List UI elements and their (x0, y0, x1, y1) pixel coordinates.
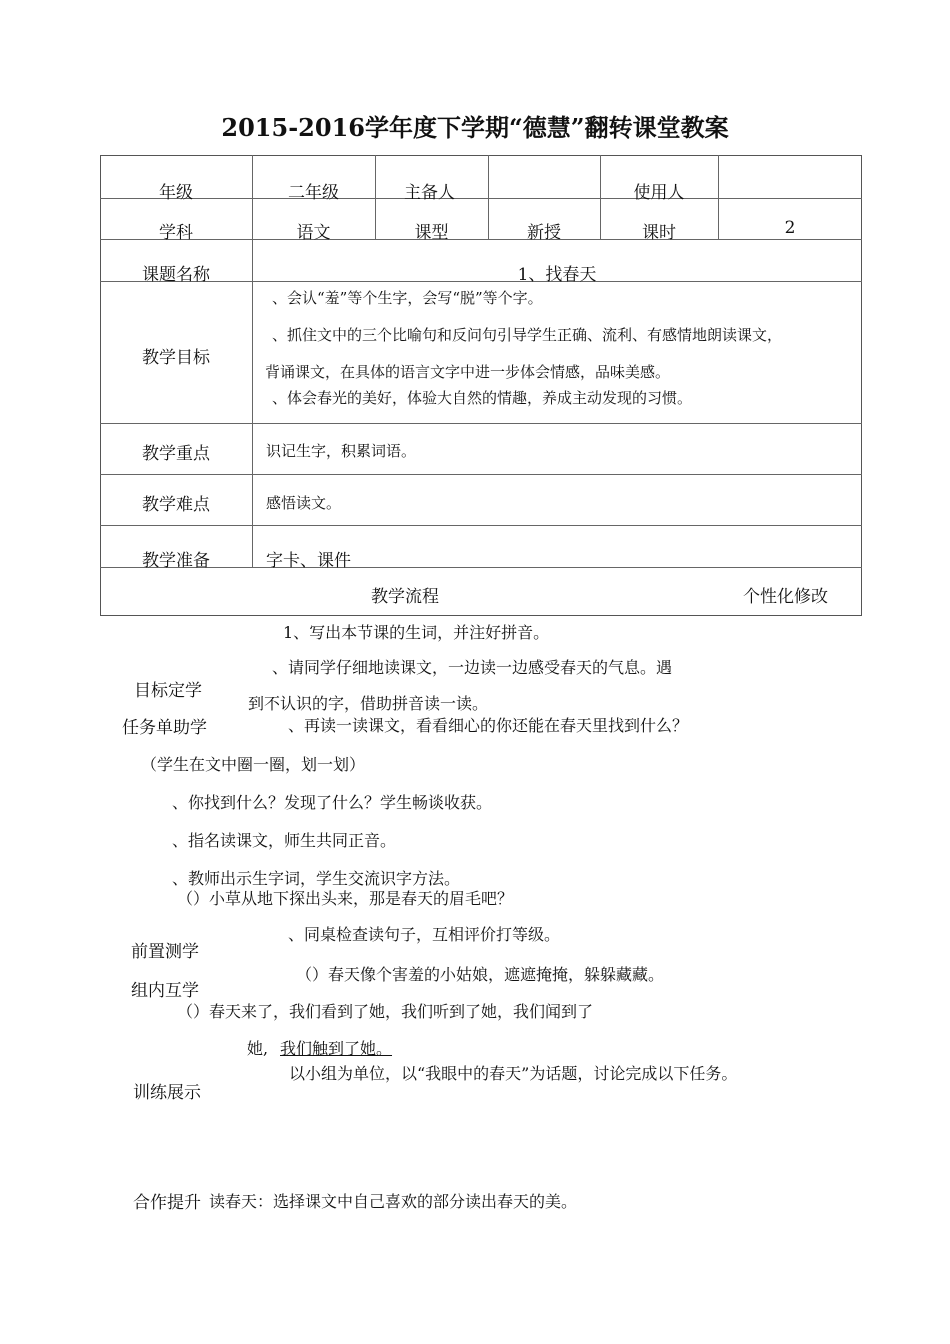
prep-value: 字卡、课件 (266, 551, 351, 571)
section-label: 前置测学 (131, 942, 199, 962)
table-rule (100, 474, 862, 475)
flow-line-underlined: 我们触到了她。 (280, 1039, 393, 1058)
section-label: 任务单助学 (122, 718, 207, 738)
goals-label: 教学目标 (142, 348, 210, 368)
flow-label: 教学流程 (371, 587, 439, 607)
grade-label: 年级 (159, 183, 193, 203)
lesson-type-value: 新授 (527, 223, 561, 243)
table-rule (100, 423, 862, 424)
goal-item: 、会认“羞”等个生字，会写“脱”等个字。 (272, 289, 543, 307)
flow-line: 、教师出示生字词，学生交流识字方法。 (172, 869, 461, 888)
subject-label: 学科 (159, 223, 193, 243)
topic-label: 课题名称 (142, 265, 210, 285)
flow-line: 、同桌检查读句子，互相评价打等级。 (288, 925, 561, 944)
flow-line: 以小组为单位，以“我眼中的春天”为话题，讨论完成以下任务。 (289, 1064, 738, 1083)
key-point-label: 教学重点 (142, 444, 210, 464)
table-rule (252, 155, 253, 567)
section-label: 组内互学 (131, 981, 199, 1001)
flow-line: 她, (247, 1039, 269, 1058)
goal-item: 、抓住文中的三个比喻句和反问句引导学生正确、流利、有感情地朗读课文， (272, 326, 783, 344)
preparer-label: 主备人 (404, 183, 455, 203)
flow-line: 到不认识的字，借助拼音读一读。 (248, 694, 489, 713)
flow-line: 、指名读课文，师生共同正音。 (172, 831, 397, 850)
flow-line: （）春天来了，我们看到了她，我们听到了她，我们闻到了 (177, 1002, 594, 1021)
subject-value: 语文 (296, 223, 331, 243)
flow-line: 读春天：选择课文中自己喜欢的部分读出春天的美。 (209, 1192, 578, 1211)
custom-label: 个性化修改 (743, 587, 828, 607)
flow-line: 、你找到什么？发现了什么？学生畅谈收获。 (172, 793, 493, 812)
page-title: 2015-2016学年度下学期“德慧”翻转课堂教案 (221, 113, 729, 142)
prep-label: 教学准备 (142, 551, 210, 571)
flow-line: （）小草从地下探出头来，那是春天的眉毛吧？ (177, 889, 514, 908)
section-label: 目标定学 (134, 681, 202, 701)
goal-item: 背诵课文，在具体的语言文字中进一步体会情感，品味美感。 (265, 363, 671, 381)
flow-line: （）春天像个害羞的小姑娘，遮遮掩掩，躲躲藏藏。 (296, 965, 665, 984)
difficulty-value: 感悟读文。 (266, 494, 342, 512)
flow-line: 、再读一读课文，看看细心的你还能在春天里找到什么？ (288, 716, 689, 735)
hours-label: 课时 (642, 223, 676, 243)
goal-item: 、体会春光的美好，体验大自然的情趣，养成主动发现的习惯。 (272, 389, 693, 407)
difficulty-label: 教学难点 (142, 495, 210, 515)
section-label: 训练展示 (133, 1083, 201, 1103)
lesson-type-label: 课型 (414, 223, 449, 243)
key-point-value: 识记生字，积累词语。 (266, 442, 417, 460)
flow-line: 1、写出本节课的生词，并注好拼音。 (283, 623, 550, 642)
section-label: 合作提升 (133, 1193, 201, 1213)
topic-value: 1、找春天 (517, 265, 597, 285)
table-rule (100, 525, 862, 526)
flow-line: （学生在文中圈一圈，划一划） (141, 755, 366, 774)
grade-value: 二年级 (288, 183, 339, 203)
user-label: 使用人 (633, 183, 685, 203)
hours-value: 2 (784, 218, 796, 238)
flow-line: 、请同学仔细地读课文，一边读一边感受春天的气息。遇 (272, 658, 673, 677)
